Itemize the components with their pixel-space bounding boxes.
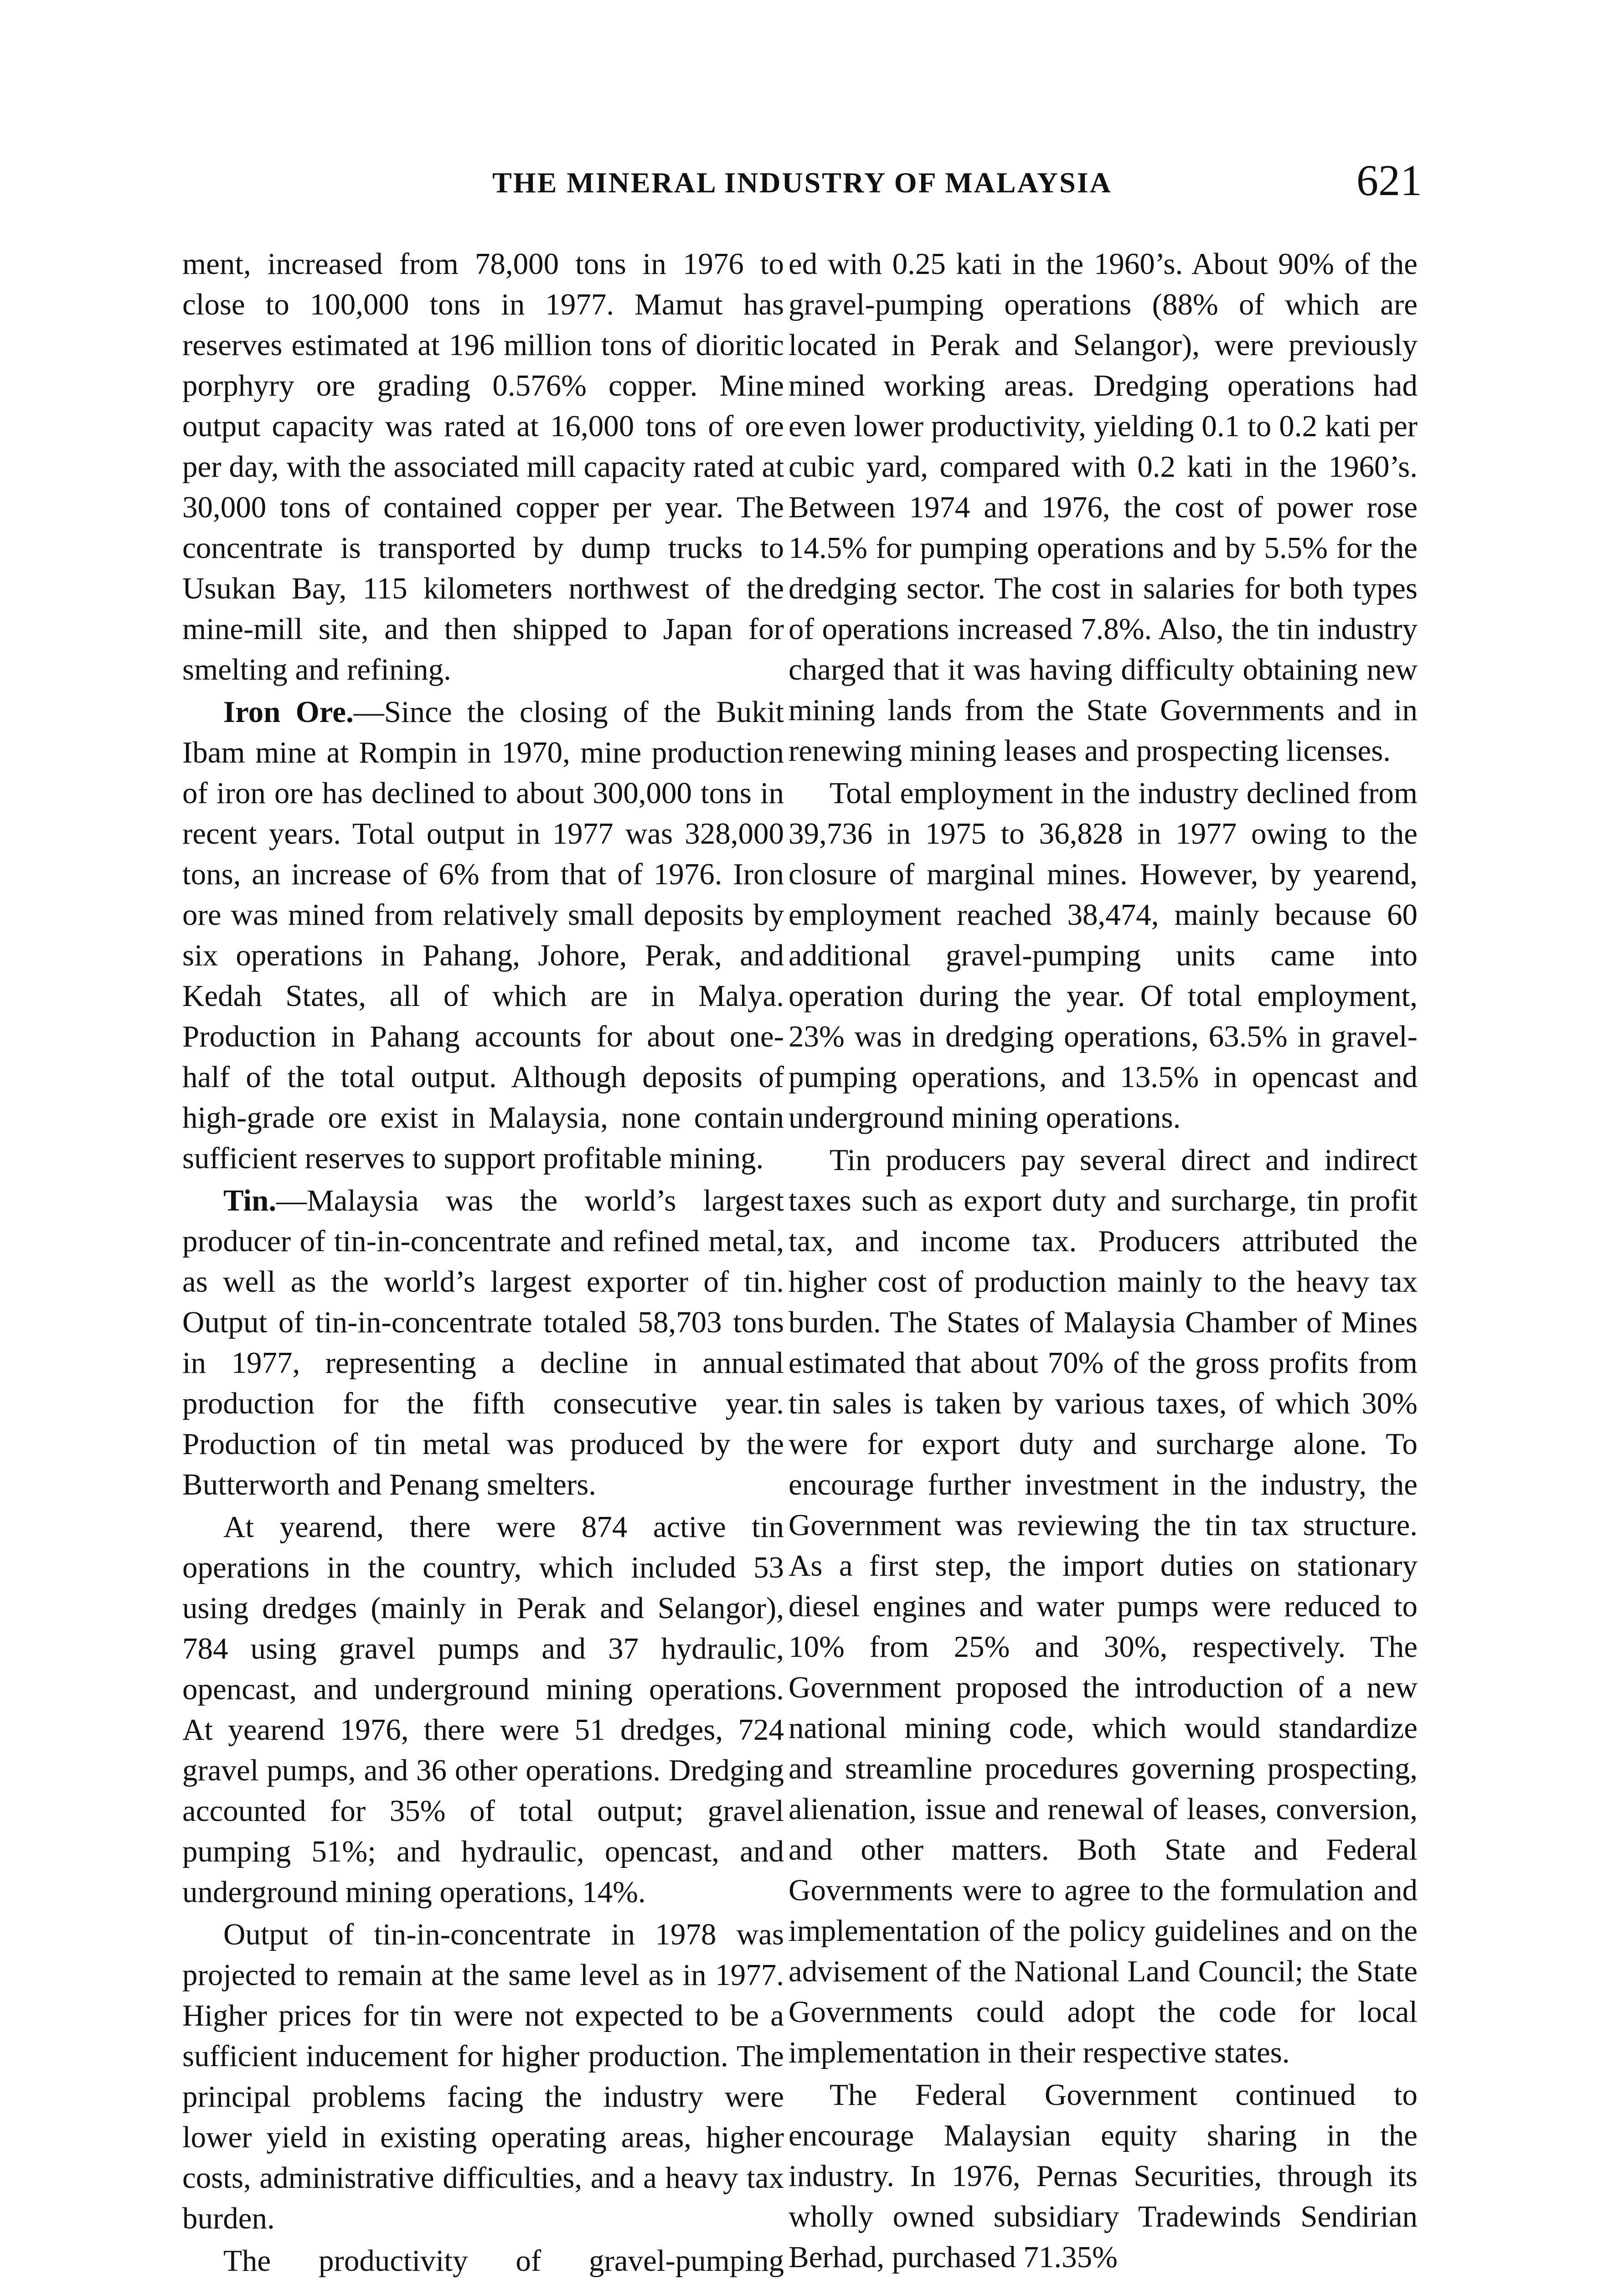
- left-column: [182, 244, 784, 2279]
- paragraph-taxes: Tin producers pay several direct and indirect taxes such as export duty and surcharge, tin profit tax, and income tax. Producers attributed the higher cost of production mainly to the heavy tax burden. The States of Malaysia Chamber of Mines estimated that about 70% of the gross profits from tin sales is taken by various taxes, of which 30% were for export duty and surcharge alone. To encourage further investment in the industry, the Government was reviewing the tin tax structure. As a first step, the import duties on stationary diesel engines and water pumps were reduced to 10% from 25% and 30%, respectively. The Government proposed the introduction of a new national mining code, which would standardize and streamline procedures governing prospecting, alienation, issue and renewal of leases, conversion, and other matters. Both State and Federal Governments were to agree to the formulation and implementation of the policy guidelines and on the advisement of the National Land Council; the State Governments could adopt the code for local implementation in their respective states.: [789, 1143, 1418, 2069]
- page-header: [182, 155, 1422, 210]
- paragraph-tin-outlook: Output of tin-in-concentrate in 1978 was projected to remain at the same level as in 1977. Higher prices for tin were not expected to be a sufficient inducement for higher production. The principal problems facing the industry were lower yield in existing operating areas, higher costs, administrative difficulties, and a heavy tax burden.: [182, 1918, 784, 2235]
- paragraph-equity: The Federal Government continued to encourage Malaysian equity sharing in the industry. In 1976, Pernas Securities, through its wholly owned subsidiary Tradewinds Sendirian Berhad, purchased 71.35%: [789, 2078, 1418, 2274]
- paragraph-tin: [182, 1181, 784, 1505]
- right-column: [789, 244, 1418, 2278]
- paragraph-copper-continued: ment, increased from 78,000 tons in 1976 to close to 100,000 tons in 1977. Mamut has reserves estimated at 196 million tons of dioritic porphyry ore grading 0.576% copper. Mine output capacity was rated at 16,000 tons of ore per day, with the associated mill capacity rated at 30,000 tons of contained copper per year. The concentrate is transported by dump trucks to Usukan Bay, 115 kilometers northwest of the mine-mill site, and then shipped to Japan for smelting and refining.: [182, 247, 784, 686]
- tin-text: —Malaysia was the world’s largest producer of tin-in-concentrate and refined metal, as well as the world’s largest exporter of tin. Output of tin-in-concentrate totaled 58,703 tons in 1977, representing a decline in annual production for the fifth consecutive year. Production of tin metal was produced by the Butterworth and Penang smelters.: [182, 1184, 784, 1501]
- paragraph-productivity-continued: ed with 0.25 kati in the 1960’s. About 90% of the gravel-pumping operations (88% of which are located in Perak and Selangor), were previously mined working areas. Dredging operations had even lower productivity, yielding 0.1 to 0.2 kati per cubic yard, compared with 0.2 kati in the 1960’s. Between 1974 and 1976, the cost of power rose 14.5% for pumping operations and by 5.5% for the dredging sector. The cost in salaries for both types of operations increased 7.8%. Also, the tin industry charged that it was having difficulty obtaining new mining lands from the State Governments and in renewing mining leases and prospecting licenses.: [789, 247, 1418, 768]
- paragraph-tin-operations: At yearend, there were 874 active tin operations in the country, which included 53 using dredges (mainly in Perak and Selangor), 784 using gravel pumps and 37 hydraulic, opencast, and underground mining operations. At yearend 1976, there were 51 dredges, 724 gravel pumps, and 36 other operations. Dredging accounted for 35% of total output; gravel pumping 51%; and hydraulic, opencast, and underground mining operations, 14%.: [182, 1510, 784, 1909]
- paragraph-iron-ore: [182, 692, 784, 1179]
- iron-ore-heading: Iron Ore.: [223, 695, 354, 729]
- paragraph-productivity: [182, 2241, 784, 2279]
- running-title: THE MINERAL INDUSTRY OF MALAYSIA: [492, 166, 1112, 199]
- productivity-text-start: The productivity of gravel-pumping: [223, 2244, 784, 2278]
- page-number: 621: [1356, 156, 1422, 205]
- iron-ore-text: —Since the closing of the Bukit Ibam mine at Rompin in 1970, mine production of iron ore has declined to about 300,000 tons in recent years. Total output in 1977 was 328,000 tons, an increase of 6% from that of 1976. Iron ore was mined from relatively small deposits by six operations in Pahang, Johore, Perak, and Kedah States, all of which are in Malya. Production in Pahang accounts for about one-half of the total output. Although deposits of high-grade ore exist in Malaysia, none contain sufficient reserves to support profitable mining.: [182, 695, 784, 1175]
- tin-heading: Tin.: [223, 1184, 277, 1217]
- paragraph-employment: Total employment in the industry declined from 39,736 in 1975 to 36,828 in 1977 owing to the closure of marginal mines. However, by yearend, employment reached 38,474, mainly because 60 additional gravel-pumping units came into operation during the year. Of total employment, 23% was in dredging operations, 63.5% in gravel-pumping operations, and 13.5% in opencast and underground mining operations.: [789, 776, 1418, 1134]
